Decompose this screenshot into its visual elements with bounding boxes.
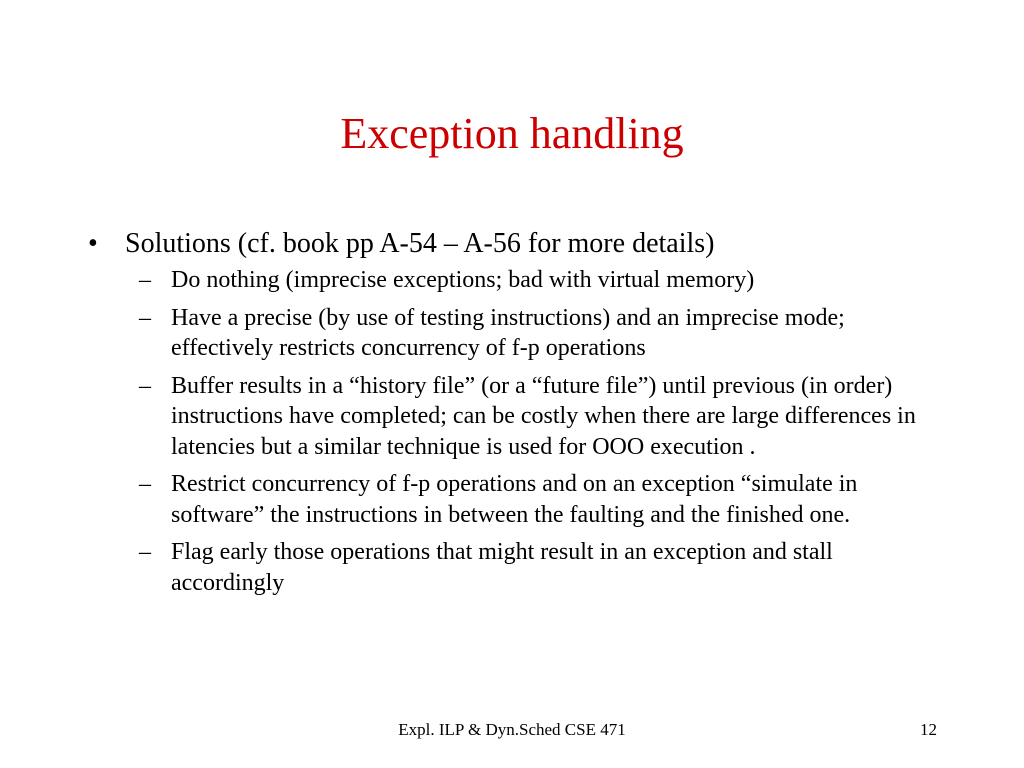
sub-bullet-text: Restrict concurrency of f-p operations and on an exception “simulate in software” the instructions in between the faulting and the finished one.	[171, 471, 858, 528]
dash-icon: –	[139, 372, 151, 399]
sub-bullet-text: Have a precise (by use of testing instructions) and an imprecise mode; effectively restricts concurrency of f-p operations	[171, 304, 845, 361]
main-bullet-text: Solutions (cf. book pp A-54 – A-56 for more details)	[125, 228, 715, 259]
sub-bullet-item	[134, 303, 948, 364]
sub-bullet-text: Do nothing (imprecise exceptions; bad with virtual memory)	[171, 267, 755, 293]
sub-bullet-item	[134, 537, 948, 598]
sub-bullet-text: Buffer results in a “history file” (or a “future file”) until previous (in order) instructions have completed; can be costly when there are large differences in latencies but a similar technique is used for OOO execution .	[171, 372, 916, 460]
slide-footer: Expl. ILP & Dyn.Sched CSE 471	[398, 720, 626, 739]
sub-bullet-item	[134, 469, 948, 530]
sub-bullet-item	[134, 371, 948, 463]
slide-title: Exception handling	[340, 109, 684, 158]
page-number: 12	[920, 720, 937, 739]
dash-icon: –	[139, 267, 151, 293]
sub-bullet-list	[88, 265, 948, 598]
dash-icon: –	[139, 304, 151, 331]
sub-bullet-text: Flag early those operations that might result in an exception and stall accordingly	[171, 539, 833, 596]
dash-icon: –	[139, 471, 151, 497]
slide-content	[88, 226, 948, 605]
sub-bullet-item	[134, 265, 948, 296]
main-bullet	[88, 226, 948, 262]
bullet-icon: •	[88, 228, 98, 259]
dash-icon: –	[139, 539, 151, 565]
